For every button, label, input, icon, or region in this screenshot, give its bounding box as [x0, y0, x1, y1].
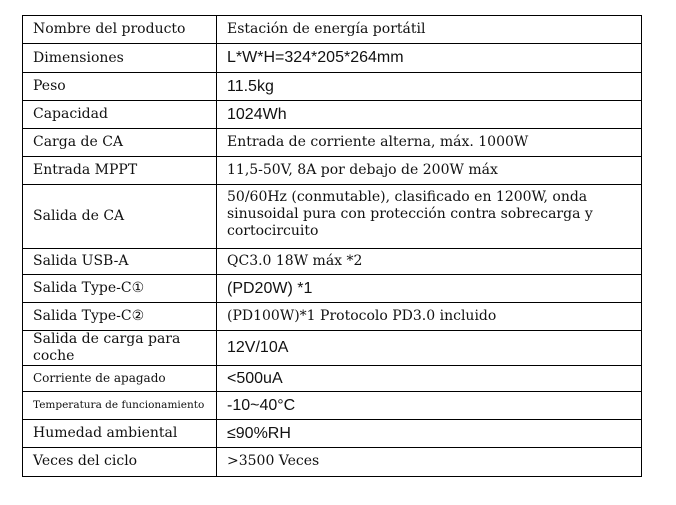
table-row — [23, 16, 642, 44]
row-label-mppt-input: Entrada MPPT — [23, 157, 217, 185]
row-label-ac-output: Salida de CA — [23, 185, 217, 249]
row-value-ambient-humidity: ≤90%RH — [217, 419, 642, 447]
table-row — [23, 44, 642, 73]
table-row — [23, 249, 642, 275]
table-row — [23, 303, 642, 331]
row-value-shutdown-current: <500uA — [217, 365, 642, 391]
row-value-type-c1-output: (PD20W) *1 — [217, 275, 642, 303]
table-row — [23, 447, 642, 476]
specifications-table — [22, 15, 642, 477]
row-label-type-c2-output: Salida Type-C② — [23, 303, 217, 331]
row-value-usb-a-output: QC3.0 18W máx *2 — [217, 249, 642, 275]
table-row — [23, 101, 642, 129]
row-label-car-charge-output: Salida de carga para coche — [23, 331, 217, 366]
row-label-shutdown-current: Corriente de apagado — [23, 365, 217, 391]
row-label-cycle-count: Veces del ciclo — [23, 447, 217, 476]
row-value-weight: 11.5kg — [217, 73, 642, 101]
row-value-mppt-input: 11,5-50V, 8A por debajo de 200W máx — [217, 157, 642, 185]
row-label-product-name: Nombre del producto — [23, 16, 217, 44]
row-value-cycle-count: >3500 Veces — [217, 447, 642, 476]
table-row — [23, 391, 642, 419]
table-row — [23, 365, 642, 391]
table-row — [23, 129, 642, 157]
table-row — [23, 275, 642, 303]
row-value-car-charge-output: 12V/10A — [217, 331, 642, 366]
row-value-type-c2-output: (PD100W)*1 Protocolo PD3.0 incluido — [217, 303, 642, 331]
table-row — [23, 331, 642, 366]
row-label-dimensions: Dimensiones — [23, 44, 217, 73]
table-row — [23, 157, 642, 185]
table-row — [23, 73, 642, 101]
row-label-ac-charge: Carga de CA — [23, 129, 217, 157]
row-label-type-c1-output: Salida Type-C① — [23, 275, 217, 303]
row-value-capacity: 1024Wh — [217, 101, 642, 129]
row-value-ac-charge: Entrada de corriente alterna, máx. 1000W — [217, 129, 642, 157]
row-label-ambient-humidity: Humedad ambiental — [23, 419, 217, 447]
row-label-operating-temperature: Temperatura de funcionamiento — [23, 391, 217, 419]
row-label-usb-a-output: Salida USB-A — [23, 249, 217, 275]
table-row — [23, 419, 642, 447]
row-value-product-name: Estación de energía portátil — [217, 16, 642, 44]
row-value-dimensions: L*W*H=324*205*264mm — [217, 44, 642, 73]
table-row — [23, 185, 642, 249]
row-value-operating-temperature: -10~40°C — [217, 391, 642, 419]
row-label-weight: Peso — [23, 73, 217, 101]
row-value-ac-output: 50/60Hz (conmutable), clasificado en 1200W, onda sinusoidal pura con protección contra sobrecarga y cortocircuito — [217, 185, 642, 249]
row-label-capacity: Capacidad — [23, 101, 217, 129]
